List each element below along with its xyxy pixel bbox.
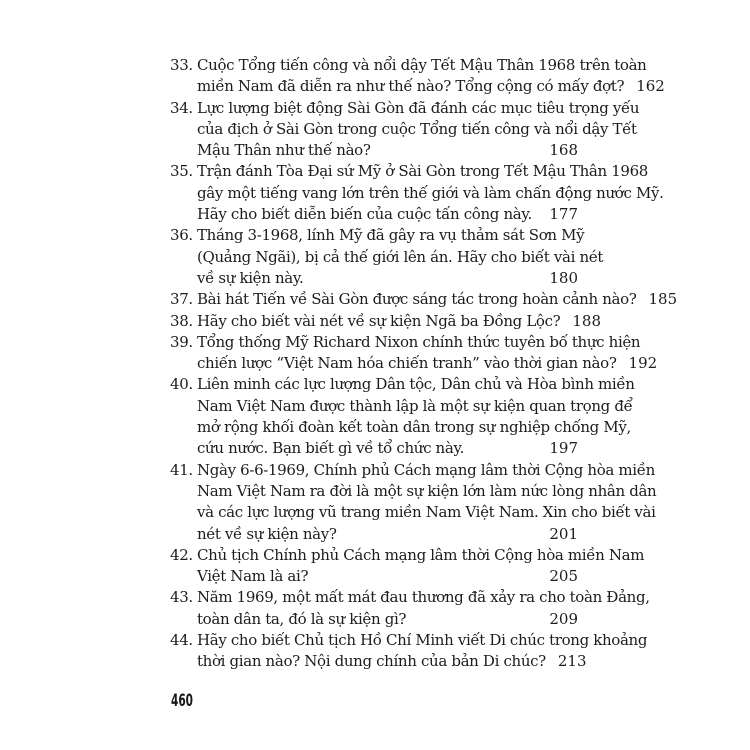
toc-item-text: Hãy cho biết diễn biến của cuộc tấn công này. xyxy=(197,205,532,224)
toc-item-line xyxy=(197,140,578,161)
toc-item-lines xyxy=(197,311,601,332)
toc-item-text: Liên minh các lực lượng Dân tộc, Dân chủ và Hòa bình miền xyxy=(197,375,635,394)
toc-item-line xyxy=(197,566,578,587)
toc-item-text: Tổng thống Mỹ Richard Nixon chính thức tuyên bố thực hiện xyxy=(197,332,641,351)
toc-item xyxy=(170,374,635,459)
toc-item-line xyxy=(197,630,648,651)
toc-list xyxy=(170,55,678,673)
toc-item-lines xyxy=(197,587,650,630)
toc-item-line xyxy=(197,417,631,438)
toc-item-number: 36. xyxy=(170,226,193,245)
toc-item-number: 41. xyxy=(170,460,193,479)
toc-page-ref: 192 xyxy=(628,354,658,373)
toc-item-line xyxy=(197,396,633,417)
toc-item xyxy=(170,460,657,545)
toc-item-number: 38. xyxy=(170,311,193,330)
toc-item-number: 40. xyxy=(170,375,193,394)
toc-item-line xyxy=(197,289,678,310)
toc-item-text: miền Nam đã diễn ra như thế nào? Tổng cộng có mấy đợt? xyxy=(197,77,625,96)
toc-item-lines xyxy=(197,289,678,310)
toc-item xyxy=(170,587,650,630)
toc-item-line xyxy=(197,481,657,502)
toc-item-text: về sự kiện này. xyxy=(197,268,304,287)
toc-item-line xyxy=(197,460,655,481)
toc-item-line xyxy=(197,609,578,630)
toc-item-line xyxy=(197,119,637,140)
toc-item-number: 42. xyxy=(170,545,193,564)
toc-item-line xyxy=(197,204,578,225)
toc-page-ref: 209 xyxy=(549,609,578,628)
toc-item xyxy=(170,332,658,375)
toc-item-line xyxy=(197,76,665,97)
toc-item-text: Chủ tịch Chính phủ Cách mạng lâm thời Cộng hòa miền Nam xyxy=(197,545,645,564)
toc-page-ref: 213 xyxy=(557,652,587,671)
toc-item-text: Năm 1969, một mất mát đau thương đã xảy ra cho toàn Đảng, xyxy=(197,588,650,607)
toc-page-ref: 185 xyxy=(648,290,678,309)
toc-item-number: 44. xyxy=(170,631,193,650)
toc-item-text: Tháng 3-1968, lính Mỹ đã gây ra vụ thảm sát Sơn Mỹ xyxy=(197,226,585,245)
toc-item-text: Hãy cho biết vài nét về sự kiện Ngã ba Đồng Lộc? xyxy=(197,311,561,330)
toc-item xyxy=(170,98,640,162)
toc-item-text: cứu nước. Bạn biết gì về tổ chức này. xyxy=(197,439,465,458)
toc-item-text: của địch ở Sài Gòn trong cuộc Tổng tiến công và nổi dậy Tết xyxy=(197,119,637,138)
toc-item xyxy=(170,545,645,588)
toc-item-lines xyxy=(197,98,640,162)
toc-item xyxy=(170,630,648,673)
toc-item-text: Nam Việt Nam ra đời là một sự kiện lớn làm nức lòng nhân dân xyxy=(197,481,657,500)
toc-item-number: 39. xyxy=(170,332,193,351)
toc-page-ref: 197 xyxy=(549,439,578,458)
toc-item-number: 43. xyxy=(170,588,193,607)
toc-item-line xyxy=(197,247,603,268)
toc-item-number: 35. xyxy=(170,162,193,181)
toc-item-text: Hãy cho biết Chủ tịch Hồ Chí Minh viết Di chúc trong khoảng xyxy=(197,631,648,650)
toc-item xyxy=(170,225,603,289)
toc-page-ref: 205 xyxy=(549,567,578,586)
toc-item-lines xyxy=(197,545,645,588)
toc-item xyxy=(170,289,678,310)
toc-item-line xyxy=(197,587,650,608)
toc-item xyxy=(170,311,601,332)
toc-item-line xyxy=(197,161,648,182)
toc-item-text: Bài hát Tiến về Sài Gòn được sáng tác trong hoàn cảnh nào? xyxy=(197,290,637,309)
toc-page-ref: 188 xyxy=(572,311,601,330)
toc-item-lines xyxy=(197,55,665,98)
toc-item-text: mở rộng khối đoàn kết toàn dân trong sự nghiệp chống Mỹ, xyxy=(197,418,631,437)
toc-item-text: nét về sự kiện này? xyxy=(197,524,337,543)
toc-item-number: 34. xyxy=(170,98,193,117)
toc-item-line xyxy=(197,502,656,523)
toc-item-line xyxy=(197,311,601,332)
toc-item-text: Việt Nam là ai? xyxy=(197,567,309,586)
toc-item-number: 33. xyxy=(170,56,193,74)
toc-item-line xyxy=(197,98,640,119)
toc-item-line xyxy=(197,268,578,289)
toc-item-text: Cuộc Tổng tiến công và nổi dậy Tết Mậu Thân 1968 trên toàn xyxy=(197,56,647,74)
toc-item-line xyxy=(197,524,578,545)
toc-item-line xyxy=(197,332,641,353)
toc-item-line xyxy=(197,55,647,76)
toc-item-text: toàn dân ta, đó là sự kiện gì? xyxy=(197,609,407,628)
toc-item-text: (Quảng Ngãi), bị cả thế giới lên án. Hãy cho biết vài nét xyxy=(197,247,603,266)
toc-item-number: 37. xyxy=(170,290,193,309)
toc-item xyxy=(170,161,664,225)
toc-page-ref: 180 xyxy=(549,268,578,287)
toc-item-lines xyxy=(197,225,603,289)
toc-item-text: Lực lượng biệt động Sài Gòn đã đánh các mục tiêu trọng yếu xyxy=(197,98,640,117)
toc-page-ref: 201 xyxy=(549,524,578,543)
toc-item-lines xyxy=(197,630,648,673)
toc-item-line xyxy=(197,353,658,374)
toc-item-line xyxy=(197,225,585,246)
toc-item-line xyxy=(197,438,578,459)
toc-item-text: Nam Việt Nam được thành lập là một sự kiện quan trọng để xyxy=(197,396,633,415)
toc-page-ref: 162 xyxy=(636,77,665,96)
toc-item-text: thời gian nào? Nội dung chính của bản Di chúc? xyxy=(197,652,546,671)
toc-page-ref: 177 xyxy=(549,205,578,224)
toc-item xyxy=(170,55,665,98)
toc-item-text: Mậu Thân như thế nào? xyxy=(197,141,371,160)
toc-item-lines xyxy=(197,332,658,375)
toc-item-lines xyxy=(197,161,664,225)
toc-item-text: Trận đánh Tòa Đại sứ Mỹ ở Sài Gòn trong Tết Mậu Thân 1968 xyxy=(197,162,648,181)
toc-item-line xyxy=(197,183,664,204)
page-number: 460 xyxy=(171,691,194,711)
toc-item-line xyxy=(197,651,587,672)
toc-item-lines xyxy=(197,374,635,459)
toc-item-text: chiến lược “Việt Nam hóa chiến tranh” vào thời gian nào? xyxy=(197,354,617,373)
toc-item-lines xyxy=(197,460,657,545)
toc-item-line xyxy=(197,374,635,395)
toc-item-line xyxy=(197,545,645,566)
toc-page-ref: 168 xyxy=(549,141,578,160)
toc-item-text: và các lực lượng vũ trang miền Nam Việt Nam. Xin cho biết vài xyxy=(197,503,656,522)
toc-item-text: gây một tiếng vang lớn trên thế giới và làm chấn động nước Mỹ. xyxy=(197,183,664,202)
toc-item-text: Ngày 6-6-1969, Chính phủ Cách mạng lâm thời Cộng hòa miền xyxy=(197,460,655,479)
